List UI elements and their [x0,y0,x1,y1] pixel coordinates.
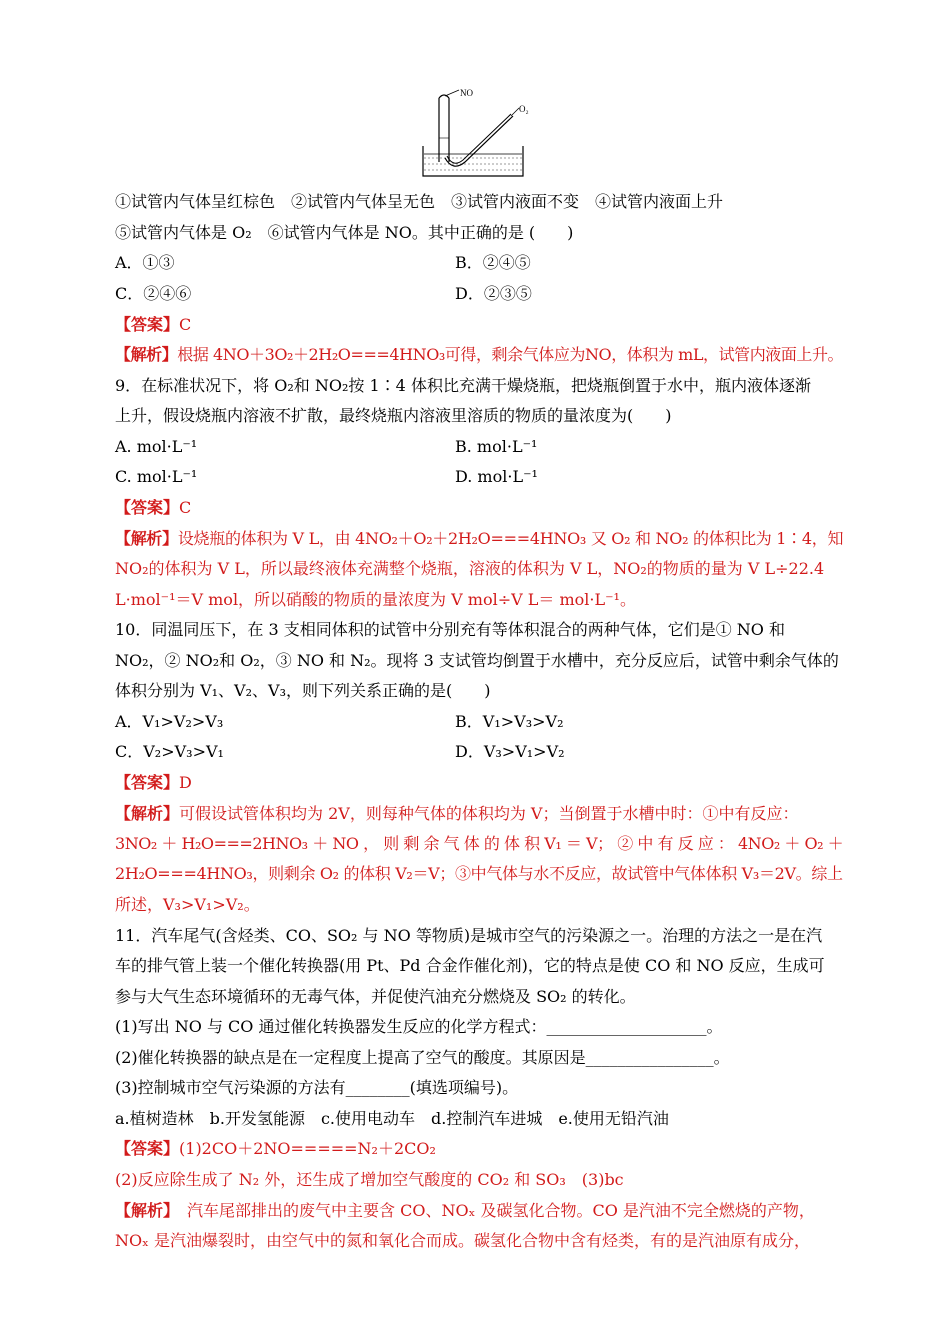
q10-option-d: D．V₃>V₁>V₂ [455,742,565,761]
q11-analysis-line2: NOₓ 是汽油爆裂时，由空气中的氮和氧化合而成。碳氢化合物中含有烃类，有的是汽油原有成分， [115,1231,810,1250]
q11-answer-line1: 【答案】(1)2CO＋2NO=====N₂＋2CO₂ [115,1139,436,1158]
q11-statement-line2: 车的排气管上装一个催化转换器(用 Pt、Pd 合金作催化剂)，它的特点是使 CO 和 NO 反应，生成可 [115,956,825,975]
q9-option-a: A. mol·L⁻¹ [115,437,198,456]
q10-option-a: A．V₁>V₂>V₃ [115,712,224,731]
q9-option-d: D. mol·L⁻¹ [455,467,538,486]
q11-statement-line3: 参与大气生态环境循环的无毒气体，并促使汽油充分燃烧及 SO₂ 的转化。 [115,987,636,1006]
q8-option-b: B．②④⑤ [455,253,531,272]
q9-option-b: B. mol·L⁻¹ [455,437,538,456]
q9-option-c: C. mol·L⁻¹ [115,467,198,486]
q11-answer-line2: (2)反应除生成了 N₂ 外，还生成了增加空气酸度的 CO₂ 和 SO₃ (3)bc [115,1170,624,1189]
q10-analysis-line4: 所述，V₃>V₁>V₂。 [115,895,260,914]
q10-statement-line1: 10．同温同压下，在 3 支相同体积的试管中分别充有等体积混合的两种气体，它们是① NO 和 [115,620,786,639]
q11-choices: a.植树造林 b.开发氢能源 c.使用电动车 d.控制汽车进城 e.使用无铅汽油 [115,1109,669,1128]
q10-analysis-line2: 3NO₂ ＋ H₂O===2HNO₃ ＋ NO ， 则 剩 余 气 体 的 体 积 V₁ ＝ V； ② 中 有 反 应 ： 4NO₂ ＋ O₂ ＋ [115,834,844,853]
q8-statement-line2: ⑤试管内气体是 O₂ ⑥试管内气体是 NO。其中正确的是 ( ) [115,223,574,242]
q9-answer: 【答案】C [115,498,192,517]
q11-statement-line1: 11．汽车尾气(含烃类、CO、SO₂ 与 NO 等物质)是城市空气的污染源之一。治理的方法之一是在汽 [115,926,823,945]
q9-analysis-line2: NO₂的体积为 V L，所以最终液体充满整个烧瓶，溶液的体积为 V L，NO₂的物质的量为 V L÷22.4 [115,559,825,578]
q8-option-a: A．①③ [115,253,175,272]
q11-subquestion-1: (1)写出 NO 与 CO 通过催化转换器发生反应的化学方程式：____________________。 [115,1017,723,1036]
q11-subquestion-3: (3)控制城市空气污染源的方法有________(填选项编号)。 [115,1078,519,1097]
q9-statement-line1: 9．在标准状况下，将 O₂和 NO₂按 1∶4 体积比充满干燥烧瓶，把烧瓶倒置于水中，瓶内液体逐渐 [115,376,811,395]
apparatus-figure [415,86,535,182]
q8-option-c: C．②④⑥ [115,284,192,303]
q8-option-d: D．②③⑤ [455,284,532,303]
q11-subquestion-2: (2)催化转换器的缺点是在一定程度上提高了空气的酸度。其原因是________________。 [115,1048,730,1067]
q10-option-b: B．V₁>V₃>V₂ [455,712,564,731]
q8-analysis: 【解析】根据 4NO＋3O₂＋2H₂O===4HNO₃可得，剩余气体应为NO，体积为 mL，试管内液面上升。 [115,345,844,364]
label-o2: O₂ [519,104,529,114]
q10-answer: 【答案】D [115,773,192,792]
q10-analysis-line3: 2H₂O===4HNO₃，则剩余 O₂ 的体积 V₂＝V；③中气体与水不反应，故试管中气体体积 V₃＝2V。综上 [115,864,843,883]
q8-statement-line1: ①试管内气体呈红棕色 ②试管内气体呈无色 ③试管内液面不变 ④试管内液面上升 [115,192,724,211]
q9-statement-line2: 上升，假设烧瓶内溶液不扩散，最终烧瓶内溶液里溶质的物质的量浓度为( ) [115,406,672,425]
q11-analysis-line1: 【解析】 汽车尾部排出的废气中主要含 CO、NOₓ 及碳氢化合物。CO 是汽油不完全燃烧的产物， [115,1201,815,1220]
q10-option-c: C．V₂>V₃>V₁ [115,742,224,761]
q9-analysis-line3: L·mol⁻¹＝V mol，所以硝酸的物质的量浓度为 V mol÷V L＝ mol·L⁻¹。 [115,590,636,609]
q9-analysis-line1: 【解析】设烧瓶的体积为 V L，由 4NO₂＋O₂＋2H₂O===4HNO₃ 又 O₂ 和 NO₂ 的体积比为 1∶4，知 [115,529,844,548]
q10-statement-line3: 体积分别为 V₁、V₂、V₃，则下列关系正确的是( ) [115,681,491,700]
q10-analysis-line1: 【解析】可假设试管体积均为 2V，则每种气体的体积均为 V；当倒置于水槽中时：①中有反应： [115,804,799,823]
q10-statement-line2: NO₂，② NO₂和 O₂，③ NO 和 N₂。现将 3 支试管均倒置于水槽中，充分反应后，试管中剩余气体的 [115,651,839,670]
q8-answer: 【答案】C [115,315,192,334]
label-no: NO [460,88,473,98]
